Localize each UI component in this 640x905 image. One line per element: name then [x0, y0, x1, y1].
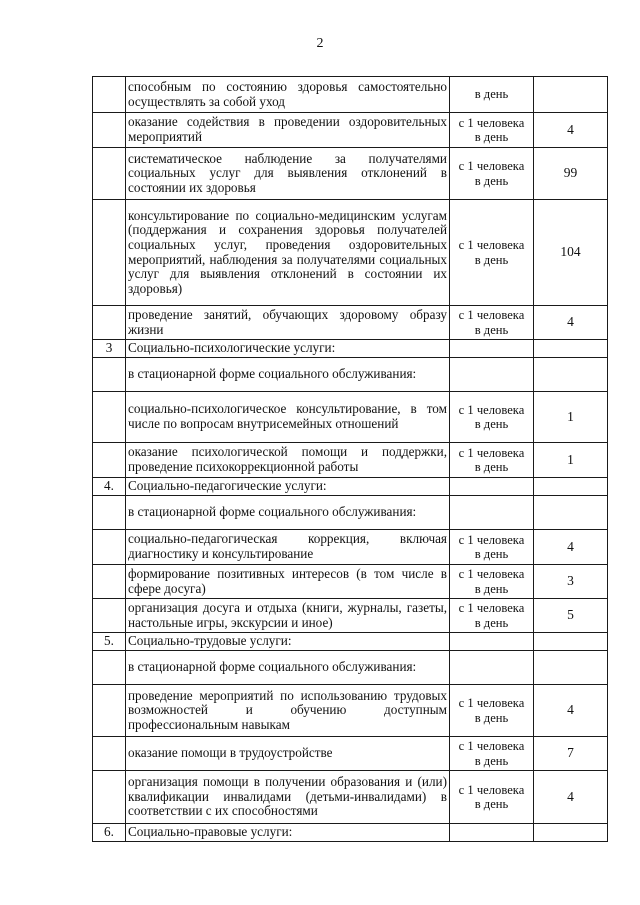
unit-line-per-day: в день [474, 322, 509, 337]
service-volume [534, 358, 608, 392]
service-description: способным по состоянию здоровья самостоятельно осуществлять за собой уход [126, 77, 450, 113]
row-number [93, 737, 126, 771]
unit-line-per-day: в день [474, 173, 509, 188]
service-description: социально-психологическое консультирование, в том числе по вопросам внутрисемейных отношений [126, 392, 450, 443]
unit-line-per-person: с 1 человека [458, 402, 525, 417]
unit-of-measure [450, 148, 534, 200]
unit-line-per-person: с 1 человека [458, 115, 525, 130]
unit-line-per-day: в день [474, 417, 509, 431]
table-row [93, 651, 608, 685]
unit-line-per-day: в день [474, 753, 509, 768]
service-volume [534, 633, 608, 651]
unit-line-per-person: с 1 человека [458, 601, 525, 616]
row-number [93, 496, 126, 530]
unit-line-per-person: с 1 человека [458, 159, 525, 174]
service-description: организация досуга и отдыха (книги, журналы, газеты, настольные игры, экскурсии и иное) [126, 599, 450, 633]
unit-of-measure [450, 358, 534, 392]
unit-of-measure [450, 306, 534, 340]
service-description: социально-педагогическая коррекция, включая диагностику и консультирование [126, 530, 450, 565]
row-number [93, 113, 126, 148]
table-row [93, 392, 608, 443]
unit-of-measure [450, 737, 534, 771]
services-table [92, 76, 608, 842]
service-volume: 4 [534, 113, 608, 148]
row-number [93, 200, 126, 306]
row-number [93, 306, 126, 340]
service-volume: 4 [534, 530, 608, 565]
unit-line-per-person: с 1 человека [458, 739, 525, 754]
unit-line-per-day: в день [474, 581, 509, 596]
table-row [93, 77, 608, 113]
row-number: 6. [93, 824, 126, 842]
row-number: 4. [93, 478, 126, 496]
unit-of-measure [450, 478, 534, 496]
service-description: в стационарной форме социального обслуживания: [126, 651, 450, 685]
unit-line-per-day: в день [474, 615, 509, 630]
table-row [93, 771, 608, 824]
service-description: Социально-трудовые услуги: [126, 633, 450, 651]
unit-of-measure [450, 113, 534, 148]
unit-of-measure [450, 599, 534, 633]
unit-line-per-person: с 1 человека [458, 782, 525, 797]
service-description: Социально-правовые услуги: [126, 824, 450, 842]
service-description: Социально-психологические услуги: [126, 340, 450, 358]
unit-of-measure [450, 771, 534, 824]
service-description: оказание психологической помощи и поддержки, проведение психокоррекционной работы [126, 443, 450, 478]
unit-line-per-person: с 1 человека [458, 445, 525, 460]
unit-line-per-day: в день [474, 87, 509, 102]
row-number [93, 77, 126, 113]
unit-line-per-day: в день [474, 547, 509, 561]
service-description: в стационарной форме социального обслуживания: [126, 358, 450, 392]
table-row [93, 599, 608, 633]
service-volume: 99 [534, 148, 608, 200]
unit-of-measure [450, 824, 534, 842]
table-row [93, 113, 608, 148]
unit-line-per-person: с 1 человека [458, 308, 525, 323]
service-description: оказание содействия в проведении оздоровительных мероприятий [126, 113, 450, 148]
services-table-body [93, 77, 608, 842]
row-number [93, 685, 126, 737]
unit-line-per-day: в день [474, 252, 509, 267]
table-row [93, 685, 608, 737]
service-description: формирование позитивных интересов (в том числе в сфере досуга) [126, 565, 450, 599]
page-number: 2 [316, 36, 324, 51]
row-number: 3 [93, 340, 126, 358]
unit-line-per-person: с 1 человека [458, 567, 525, 582]
row-number [93, 358, 126, 392]
table-row [93, 358, 608, 392]
table-row [93, 200, 608, 306]
service-volume [534, 478, 608, 496]
unit-line-per-day: в день [474, 710, 509, 725]
unit-of-measure [450, 77, 534, 113]
service-volume: 7 [534, 737, 608, 771]
table-row [93, 530, 608, 565]
table-row [93, 478, 608, 496]
row-number [93, 771, 126, 824]
service-description: организация помощи в получении образования и (или) квалификации инвалидами (детьми-инвалидами) в соответствии с их способностями [126, 771, 450, 824]
service-volume: 1 [534, 443, 608, 478]
service-volume [534, 340, 608, 358]
service-description: проведение занятий, обучающих здоровому образу жизни [126, 306, 450, 340]
table-row [93, 340, 608, 358]
table-row [93, 496, 608, 530]
unit-line-per-day: в день [474, 130, 509, 144]
service-volume [534, 77, 608, 113]
unit-of-measure [450, 496, 534, 530]
service-description: оказание помощи в трудоустройстве [126, 737, 450, 771]
service-volume [534, 651, 608, 685]
table-row [93, 148, 608, 200]
row-number [93, 599, 126, 633]
unit-line-per-person: с 1 человека [458, 696, 525, 711]
unit-of-measure [450, 685, 534, 737]
row-number [93, 392, 126, 443]
service-volume: 3 [534, 565, 608, 599]
unit-line-per-day: в день [474, 797, 509, 811]
table-row [93, 565, 608, 599]
unit-line-per-day: в день [474, 460, 509, 474]
row-number [93, 651, 126, 685]
row-number: 5. [93, 633, 126, 651]
unit-of-measure [450, 443, 534, 478]
table-row [93, 633, 608, 651]
unit-of-measure [450, 340, 534, 358]
service-description: проведение мероприятий по использованию трудовых возможностей и обучению доступным профессиональным навыкам [126, 685, 450, 737]
unit-of-measure [450, 530, 534, 565]
service-description: в стационарной форме социального обслуживания: [126, 496, 450, 530]
unit-line-per-person: с 1 человека [458, 532, 525, 547]
row-number [93, 530, 126, 565]
service-description: Социально-педагогические услуги: [126, 478, 450, 496]
service-volume: 4 [534, 685, 608, 737]
row-number [93, 148, 126, 200]
service-volume: 104 [534, 200, 608, 306]
table-row [93, 824, 608, 842]
table-row [93, 443, 608, 478]
service-volume: 1 [534, 392, 608, 443]
unit-of-measure [450, 565, 534, 599]
service-volume [534, 496, 608, 530]
unit-of-measure [450, 633, 534, 651]
unit-of-measure [450, 651, 534, 685]
table-row [93, 306, 608, 340]
table-row [93, 737, 608, 771]
unit-line-per-person: с 1 человека [458, 238, 525, 253]
unit-of-measure [450, 392, 534, 443]
service-volume: 4 [534, 306, 608, 340]
service-volume [534, 824, 608, 842]
service-description: консультирование по социально-медицинским услугам (поддержания и сохранения здоровья получателей социальных услуг, проведения оздоровительных мероприятий, наблюдения за получателями социальных услуг для выявления отклонений в состоянии их здоровья) [126, 200, 450, 306]
service-description: систематическое наблюдение за получателями социальных услуг для выявления отклонений в состоянии их здоровья [126, 148, 450, 200]
unit-of-measure [450, 200, 534, 306]
row-number [93, 565, 126, 599]
service-volume: 4 [534, 771, 608, 824]
service-volume: 5 [534, 599, 608, 633]
row-number [93, 443, 126, 478]
